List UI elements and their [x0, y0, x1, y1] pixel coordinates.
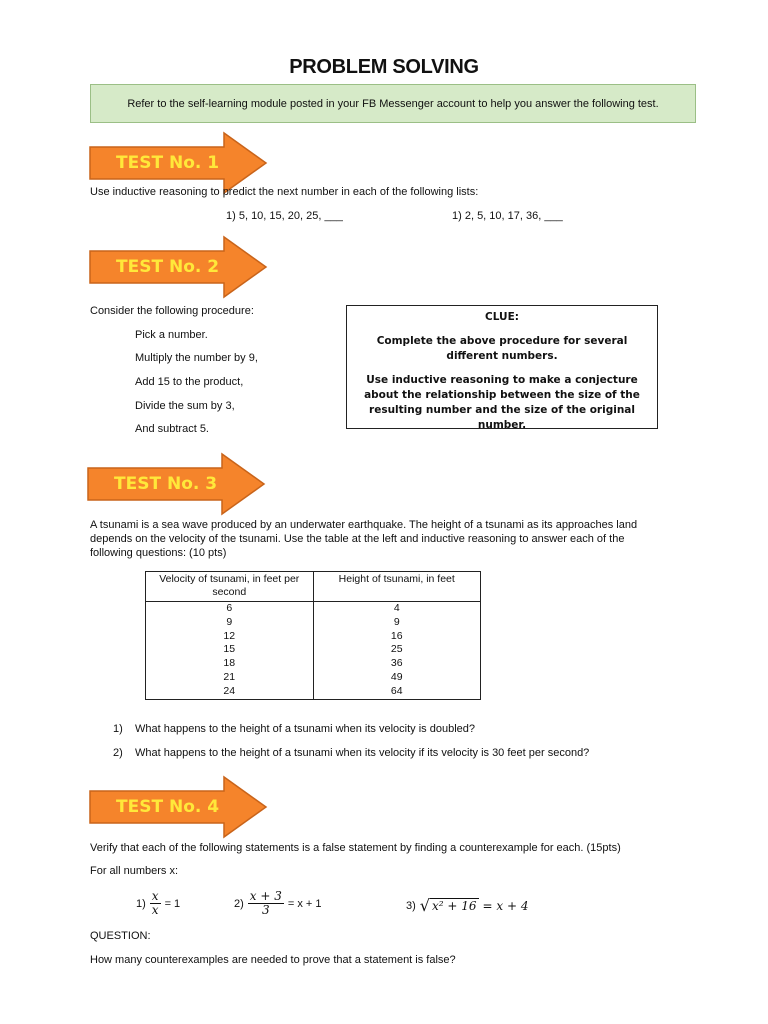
question-2-text: What happens to the height of a tsunami when its velocity if its velocity is 30 feet per second? [135, 747, 590, 759]
height-cell: 64 [313, 685, 481, 699]
fraction-denominator: 3 [262, 903, 270, 917]
statement-2 [234, 890, 322, 917]
test-4-instruction: Verify that each of the following statements is a false statement by finding a counterexample for each. (15pts) [90, 842, 621, 854]
velocity-cell: 18 [146, 657, 314, 671]
test-1-label: TEST No. 1 [116, 153, 220, 173]
procedure-step: Multiply the number by 9, [135, 352, 258, 364]
test-2-arrow-banner [88, 235, 268, 299]
square-root-icon: √ [419, 896, 430, 915]
table-row [146, 671, 481, 685]
clue-title: CLUE: [485, 311, 519, 323]
question-1-text: What happens to the height of a tsunami when its velocity is doubled? [135, 723, 475, 735]
statement-1-rhs: = 1 [164, 897, 181, 910]
question-text: How many counterexamples are needed to prove that a statement is false? [90, 954, 456, 966]
question-label: QUESTION: [90, 930, 151, 942]
test-2-intro: Consider the following procedure: [90, 305, 254, 317]
statements-row [0, 888, 768, 924]
test-3-paragraph: A tsunami is a sea wave produced by an underwater earthquake. The height of a tsunami as its approaches land depends on the velocity of the tsunami. Use the table at the left and inductive reasoning to answer each of the following questions: (10 pts) [90, 519, 638, 559]
procedure-step: Add 15 to the product, [135, 376, 244, 388]
clue-paragraph-2: Use inductive reasoning to make a conjecture about the relationship between the size of the resulting number and the size of the original number. [364, 374, 640, 431]
question-1-number: 1) [113, 723, 123, 735]
table-row [146, 643, 481, 657]
velocity-cell: 21 [146, 671, 314, 685]
height-cell: 9 [313, 616, 481, 630]
test-3-label: TEST No. 3 [114, 474, 218, 494]
instruction-banner: Refer to the self-learning module posted in your FB Messenger account to help you answer the following test. [90, 84, 696, 123]
statement-1 [136, 890, 180, 917]
velocity-cell: 15 [146, 643, 314, 657]
test-1-instruction: Use inductive reasoning to predict the next number in each of the following lists: [90, 186, 479, 198]
test-4-arrow-banner [88, 775, 268, 839]
test-4-label: TEST No. 4 [116, 797, 220, 817]
table-row [146, 685, 481, 699]
procedure-step: Divide the sum by 3, [135, 400, 235, 412]
height-cell: 36 [313, 657, 481, 671]
velocity-cell: 6 [146, 602, 314, 616]
table-row [146, 630, 481, 644]
velocity-cell: 12 [146, 630, 314, 644]
statement-1-fraction [150, 890, 161, 917]
test-3-arrow-banner [86, 452, 266, 516]
test-1-list-a: 1) 5, 10, 15, 20, 25, ___ [226, 210, 343, 222]
statement-3 [406, 896, 528, 915]
question-2-number: 2) [113, 747, 123, 759]
height-cell: 16 [313, 630, 481, 644]
fraction-numerator: x [151, 889, 159, 903]
statement-2-rhs: = x + 1 [287, 897, 322, 910]
statement-3-rhs: = x + 4 [482, 898, 529, 913]
fraction-numerator: x + 3 [249, 889, 282, 903]
height-cell: 25 [313, 643, 481, 657]
statement-3-number: 3) [406, 899, 416, 912]
height-cell: 4 [313, 602, 481, 616]
statement-1-number: 1) [136, 897, 146, 910]
statement-3-sqrt [420, 896, 479, 915]
table-row [146, 657, 481, 671]
statement-2-number: 2) [234, 897, 244, 910]
table-row [146, 602, 481, 616]
for-all-numbers: For all numbers x: [90, 865, 179, 877]
page-title: PROBLEM SOLVING [289, 56, 479, 78]
table-row [146, 616, 481, 630]
table-header-height: Height of tsunami, in feet [313, 572, 481, 602]
table-header-velocity: Velocity of tsunami, in feet per second [146, 572, 314, 602]
clue-box [346, 305, 658, 429]
statement-2-fraction [248, 890, 284, 917]
height-cell: 49 [313, 671, 481, 685]
velocity-cell: 9 [146, 616, 314, 630]
clue-paragraph-1: Complete the above procedure for several different numbers. [376, 335, 628, 362]
tsunami-table [145, 571, 481, 700]
velocity-cell: 24 [146, 685, 314, 699]
procedure-step: Pick a number. [135, 329, 208, 341]
test-2-label: TEST No. 2 [116, 257, 220, 277]
procedure-step: And subtract 5. [135, 423, 209, 435]
radicand: x² + 16 [431, 899, 477, 913]
fraction-denominator: x [151, 903, 159, 917]
test-1-list-b: 1) 2, 5, 10, 17, 36, ___ [452, 210, 563, 222]
